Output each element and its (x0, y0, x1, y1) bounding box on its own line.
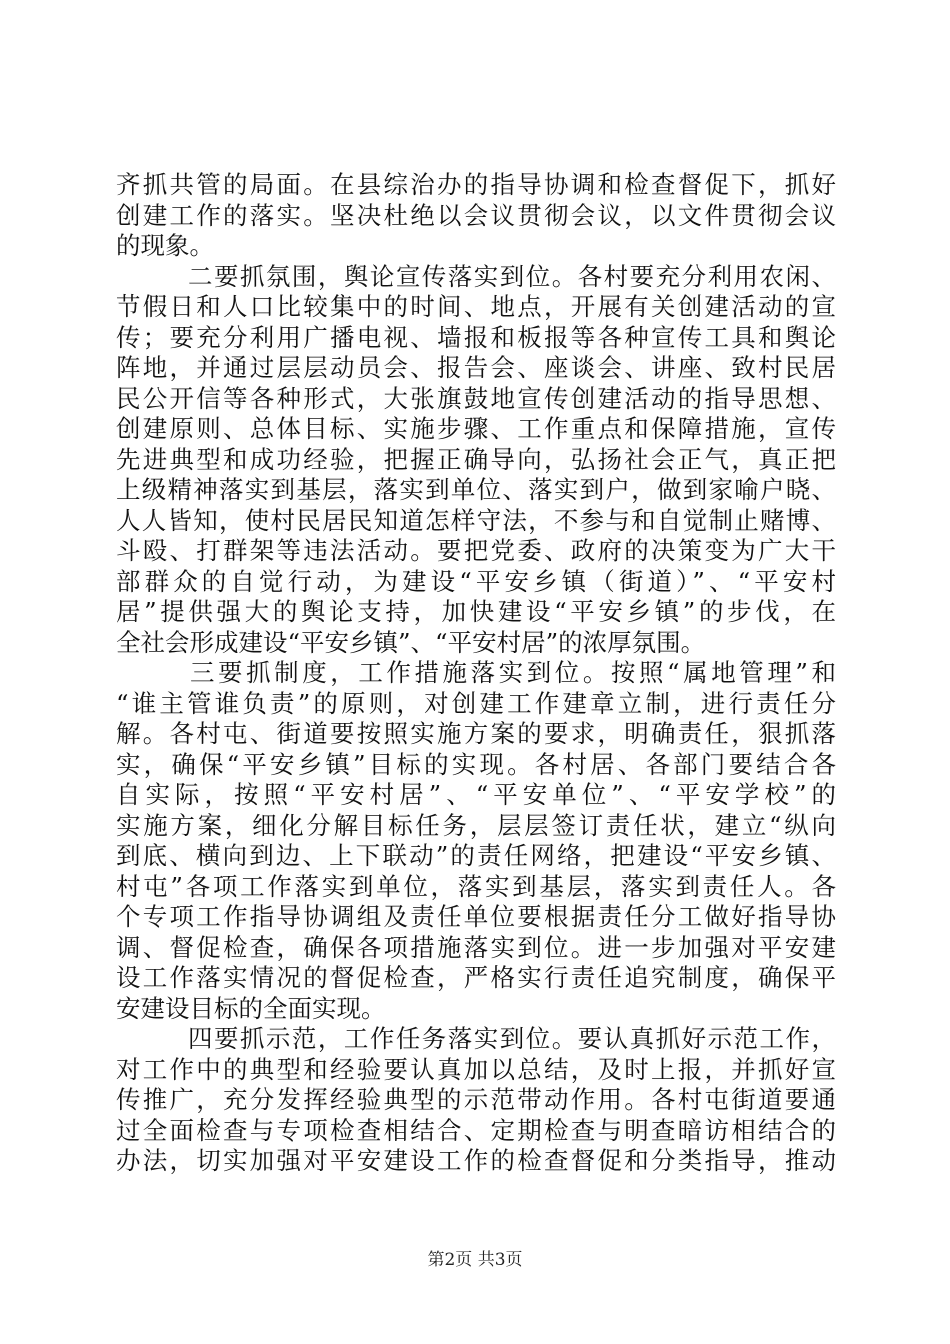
text-line: 实，确保“平安乡镇”目标的实现。各村居、各部门要结合各 (116, 749, 836, 779)
text-line: 先进典型和成功经验，把握正确导向，弘扬社会正气，真正把 (116, 444, 836, 474)
text-line: 自实际，按照“平安村居”、“平安单位”、“平安学校”的 (116, 780, 836, 809)
text-line: 阵地，并通过层层动员会、报告会、座谈会、讲座、致村民居 (116, 353, 836, 382)
text-line: 传；要充分利用广播电视、墙报和板报等各种宣传工具和舆论 (116, 322, 836, 352)
text-line: 传推广，充分发挥经验典型的示范带动作用。各村屯街道要通 (116, 1085, 836, 1114)
text-line: “谁主管谁负责”的原则，对创建工作建章立制，进行责任分 (116, 688, 836, 718)
text-line: 对工作中的典型和经验要认真加以总结，及时上报，并抓好宣 (116, 1054, 836, 1084)
text-line: 居”提供强大的舆论支持，加快建设“平安乡镇”的步伐，在 (116, 597, 836, 626)
text-line: 过全面检查与专项检查相结合、定期检查与明查暗访相结合的 (116, 1115, 836, 1145)
text-line: 安建设目标的全面实现。 (116, 993, 386, 1023)
text-line: 齐抓共管的局面。在县综治办的指导协调和检查督促下，抓好 (116, 170, 836, 199)
text-line: 村屯”各项工作落实到单位，落实到基层，落实到责任人。各 (116, 871, 836, 901)
text-line: 全社会形成建设“平安乡镇”、“平安村居”的浓厚氛围。 (116, 627, 706, 657)
text-line: 创建原则、总体目标、实施步骤、工作重点和保障措施，宣传 (116, 414, 836, 443)
text-line: 办法，切实加强对平安建设工作的检查督促和分类指导，推动 (116, 1146, 836, 1175)
text-line: 人人皆知，使村民居民知道怎样守法，不参与和自觉制止赌博、 (116, 505, 836, 535)
text-line: 实施方案，细化分解目标任务，层层签订责任状，建立“纵向 (116, 810, 836, 840)
text-line: 解。各村屯、街道要按照实施方案的要求，明确责任，狠抓落 (116, 719, 836, 748)
text-line: 调、督促检查，确保各项措施落实到位。进一步加强对平安建 (116, 932, 836, 962)
paragraph-start-line: 二要抓氛围，舆论宣传落实到位。各村要充分利用农闲、 (188, 261, 836, 291)
body-text (116, 170, 836, 1177)
text-line: 节假日和人口比较集中的时间、地点，开展有关创建活动的宣 (116, 292, 836, 321)
text-line: 部群众的自觉行动，为建设“平安乡镇（街道）”、“平安村 (116, 566, 836, 596)
text-line: 上级精神落实到基层，落实到单位、落实到户，做到家喻户晓、 (116, 475, 836, 504)
text-line: 创建工作的落实。坚决杜绝以会议贯彻会议，以文件贯彻会议 (116, 200, 836, 230)
text-line: 到底、横向到边、上下联动”的责任网络，把建设“平安乡镇、 (116, 841, 836, 870)
paragraph-start-line: 三要抓制度，工作措施落实到位。按照“属地管理”和 (190, 658, 836, 687)
paragraph-start-line: 四要抓示范，工作任务落实到位。要认真抓好示范工作， (188, 1024, 836, 1053)
text-line: 民公开信等各种形式，大张旗鼓地宣传创建活动的指导思想、 (116, 383, 836, 413)
page-footer: 第2页 共3页 (427, 1250, 523, 1270)
text-line: 个专项工作指导协调组及责任单位要根据责任分工做好指导协 (116, 902, 836, 931)
text-line: 的现象。 (116, 231, 214, 260)
text-line: 斗殴、打群架等违法活动。要把党委、政府的决策变为广大干 (116, 536, 836, 565)
text-line: 设工作落实情况的督促检查，严格实行责任追究制度，确保平 (116, 963, 836, 992)
